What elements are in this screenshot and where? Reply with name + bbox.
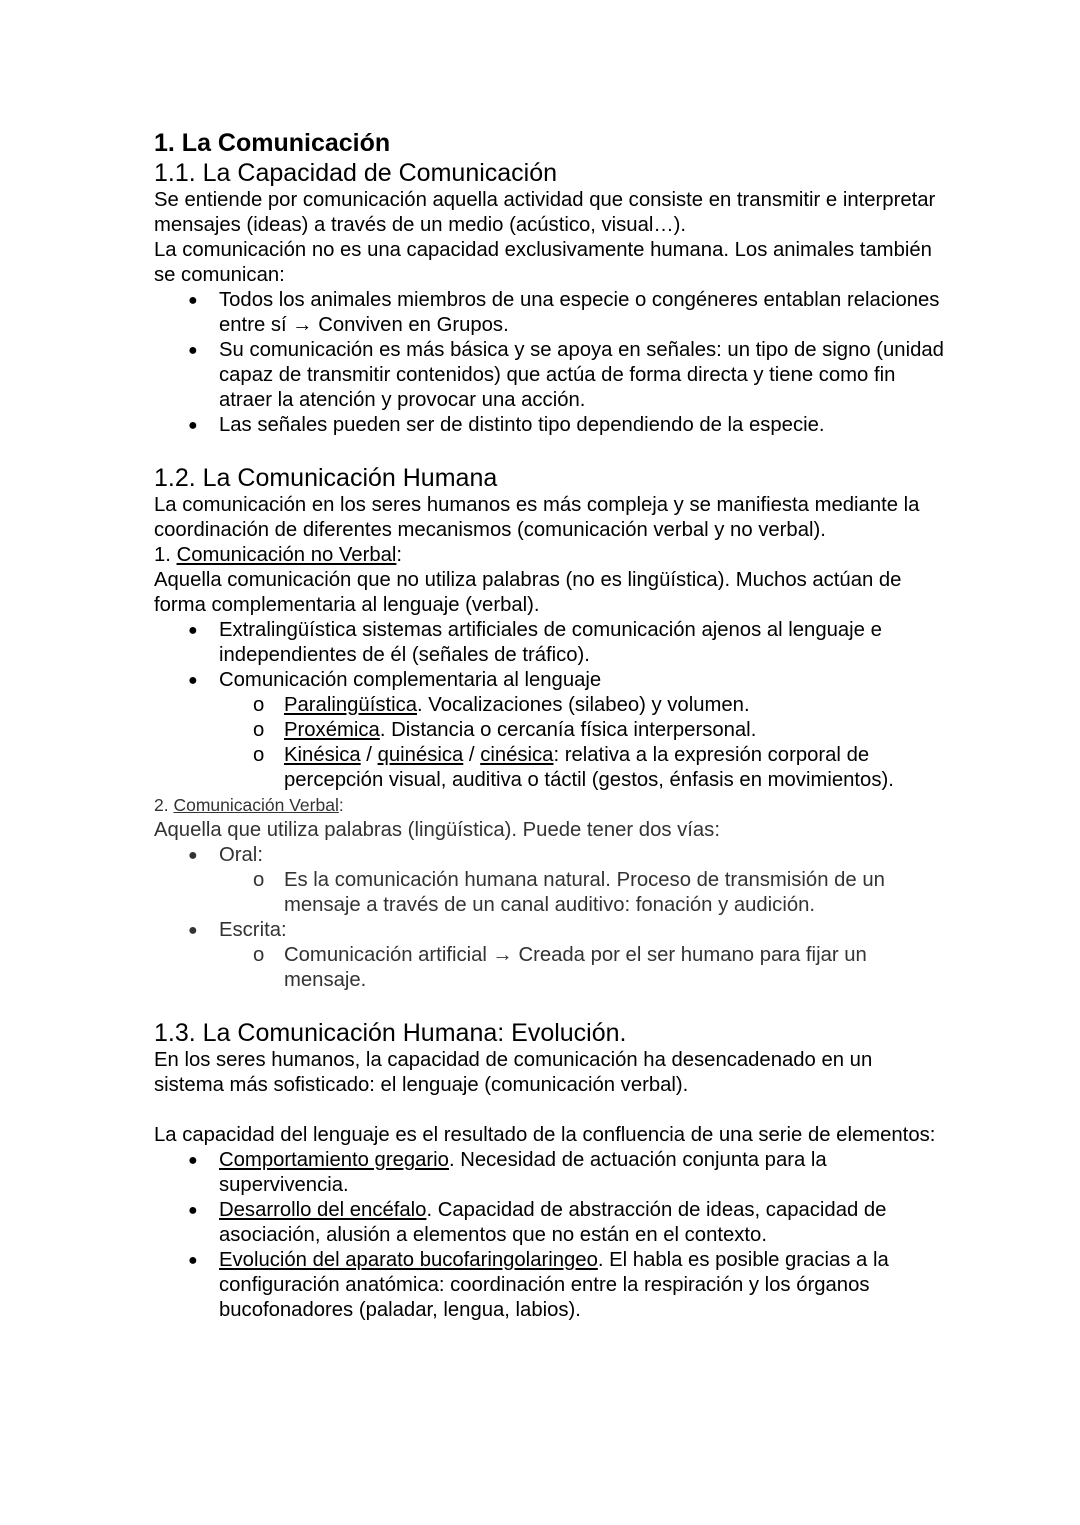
bullet-list (154, 618, 944, 693)
list-item: ● Extralingüística sistemas artificiales de comunicación ajenos al lenguaje e independientes de él (señales de tráfico). (154, 618, 944, 668)
document-content (154, 128, 944, 1323)
list-item: ● Evolución del aparato bucofaringolaringeo. El habla es posible gracias a la configuración anatómica: coordinación entre la respiración y los órganos bucofonadores (paladar, lengua, labios). (154, 1248, 944, 1323)
bullet-list (154, 918, 944, 943)
list-item: ● Su comunicación es más básica y se apoya en señales: un tipo de signo (unidad capaz de transmitir contenidos) que actúa de forma directa y tiene como fin atraer la atención y provocar una acción. (154, 338, 944, 413)
subsection-title-capacidad: 1.1. La Capacidad de Comunicación (154, 159, 558, 187)
list-item: ● Las señales pueden ser de distinto tipo dependiendo de la especie. (154, 413, 944, 438)
paragraph: Aquella comunicación que no utiliza palabras (no es lingüística). Muchos actúan de forma complementaria al lenguaje (verbal). (154, 569, 902, 616)
spacer (154, 1098, 944, 1123)
list-item: o Proxémica. Distancia o cercanía física interpersonal. (154, 718, 944, 743)
verbal-heading: 2. Comunicación Verbal: (154, 795, 344, 815)
list-item: ● Comportamiento gregario. Necesidad de actuación conjunta para la supervivencia. (154, 1148, 944, 1198)
list-item: ● Oral: (154, 843, 944, 868)
paragraph: Se entiende por comunicación aquella actividad que consiste en transmitir e interpretar mensajes (ideas) a través de un medio (acústico, visual…). (154, 189, 936, 236)
subsection-title-humana: 1.2. La Comunicación Humana (154, 464, 498, 492)
term-aparato-bucofaringolaringeo: Evolución del aparato bucofaringolaringeo (219, 1249, 598, 1271)
sub-bullet-list (154, 943, 944, 993)
paragraph: La comunicación no es una capacidad exclusivamente humana. Los animales también se comunican: (154, 239, 932, 286)
nonverbal-title: Comunicación no Verbal (176, 544, 397, 566)
verbal-title: Comunicación Verbal (173, 795, 339, 815)
term-kinesica: Kinésica (284, 744, 361, 766)
paragraph: La comunicación en los seres humanos es más compleja y se manifiesta mediante la coordinación de diferentes mecanismos (comunicación verbal y no verbal). (154, 494, 920, 541)
bullet-list (154, 843, 944, 868)
sub-bullet-list (154, 868, 944, 918)
term-cinesica: cinésica (480, 744, 554, 766)
list-item: ● Todos los animales miembros de una especie o congéneres entablan relaciones entre sí → Conviven en Grupos. (154, 288, 944, 338)
list-item: ● Desarrollo del encéfalo. Capacidad de abstracción de ideas, capacidad de asociación, alusión a elementos que no están en el contexto. (154, 1198, 944, 1248)
bullet-list (154, 288, 944, 438)
list-item: ● Comunicación complementaria al lenguaje (154, 668, 944, 693)
bullet-list (154, 1148, 944, 1323)
sub-bullet-list (154, 693, 944, 793)
list-item: o Comunicación artificial → Creada por el ser humano para fijar un mensaje. (154, 943, 944, 993)
list-item: ● Escrita: (154, 918, 944, 943)
term-paralinguistica: Paralingüística (284, 694, 418, 716)
spacer (154, 438, 944, 463)
list-item: o Paralingüística. Vocalizaciones (silabeo) y volumen. (154, 693, 944, 718)
paragraph: En los seres humanos, la capacidad de comunicación ha desencadenado en un sistema más sofisticado: el lenguaje (comunicación verbal). (154, 1049, 873, 1096)
term-desarrollo-encefalo: Desarrollo del encéfalo (219, 1199, 427, 1221)
term-comportamiento-gregario: Comportamiento gregario (219, 1149, 449, 1171)
nonverbal-heading: 1. Comunicación no Verbal: (154, 544, 403, 566)
list-item: o Kinésica / quinésica / cinésica: relativa a la expresión corporal de percepción visual, auditiva o táctil (gestos, énfasis en movimientos). (154, 743, 944, 793)
subsection-title-evolucion: 1.3. La Comunicación Humana: Evolución. (154, 1019, 627, 1047)
list-item: o Es la comunicación humana natural. Proceso de transmisión de un mensaje a través de un canal auditivo: fonación y audición. (154, 868, 944, 918)
section-title: 1. La Comunicación (154, 129, 391, 157)
paragraph: Aquella que utiliza palabras (lingüística). Puede tener dos vías: (154, 819, 720, 841)
term-quinesica: quinésica (377, 744, 464, 766)
paragraph: La capacidad del lenguaje es el resultado de la confluencia de una serie de elementos: (154, 1124, 936, 1146)
spacer (154, 993, 944, 1018)
term-proxemica: Proxémica (284, 719, 380, 741)
